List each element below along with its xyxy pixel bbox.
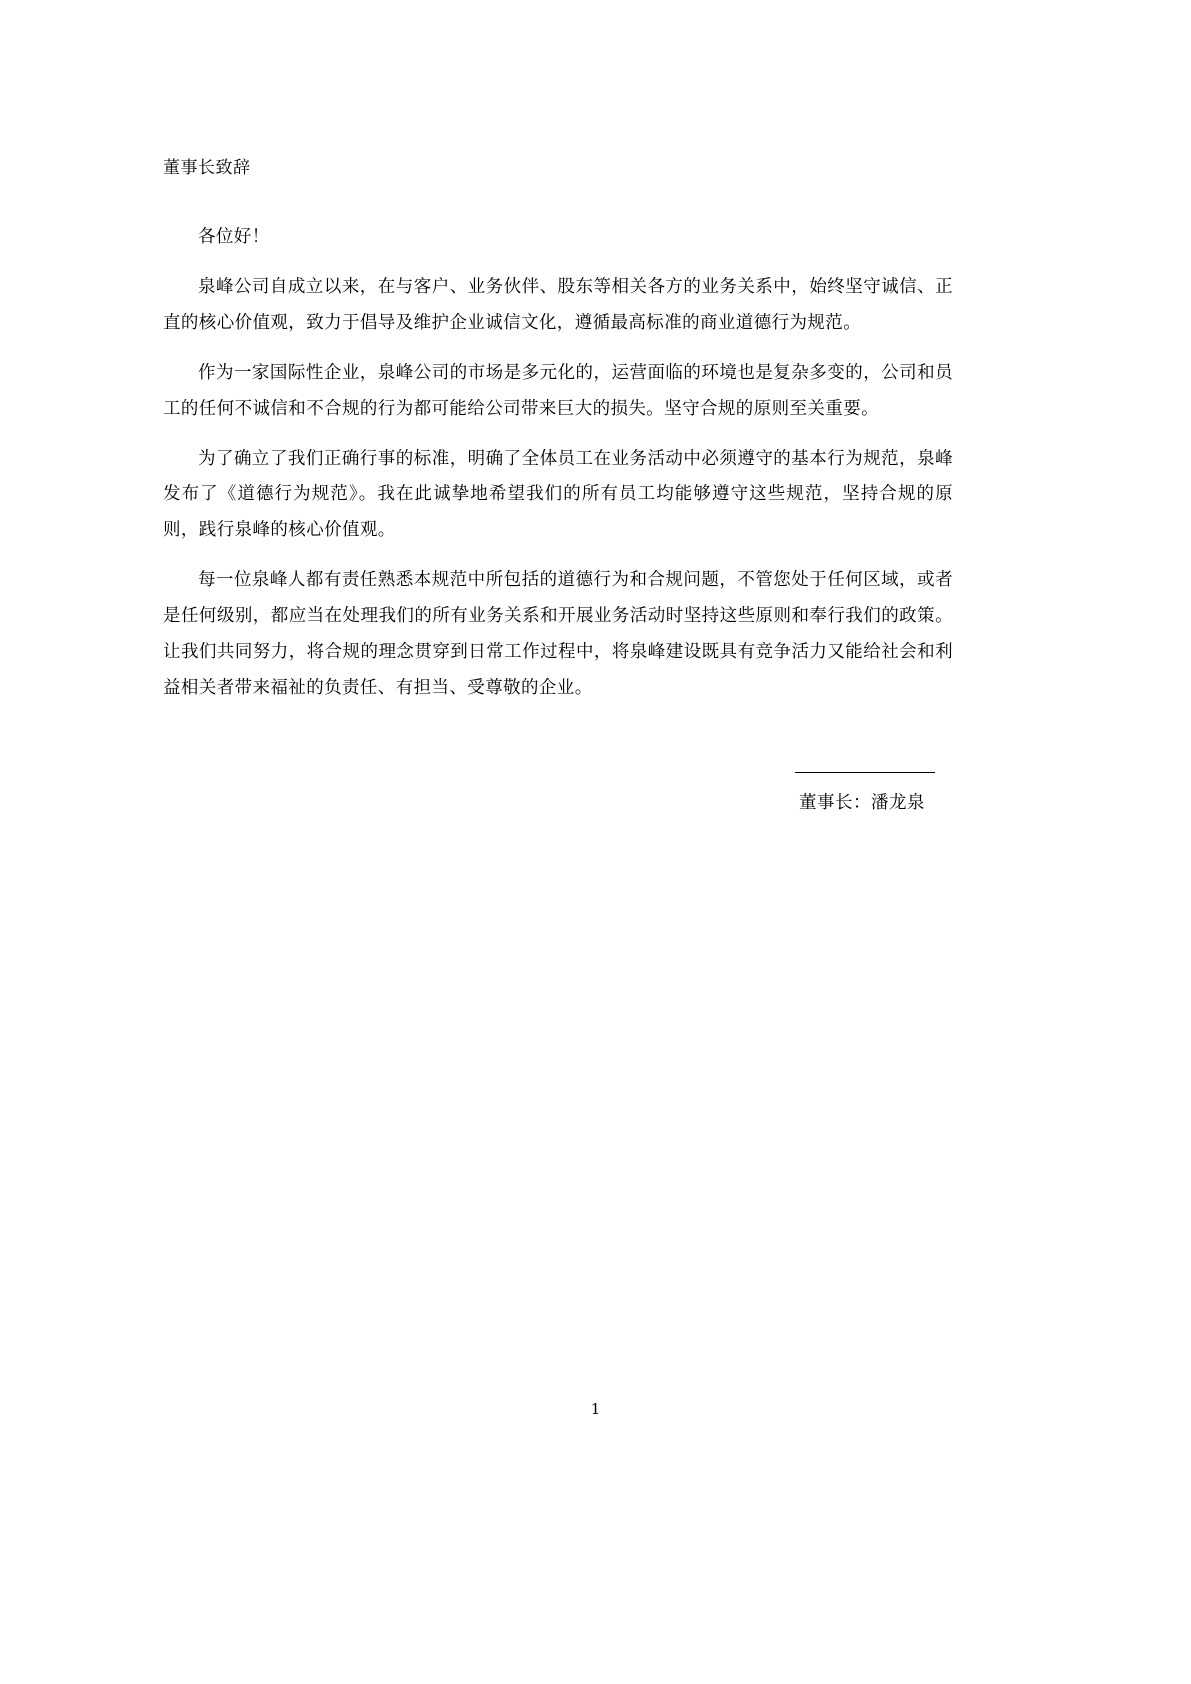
- page-title: 董事长致辞: [163, 158, 251, 178]
- paragraph-greeting: 各位好！: [198, 227, 270, 248]
- signature-line: [795, 772, 935, 773]
- paragraph-2: 作为一家国际性企业，泉峰公司的市场是多元化的，运营面临的环境也是复杂多变的，公司和员工的任何不诚信和不合规的行为都可能给公司带来巨大的损失。坚守合规的原则至关重要。: [163, 362, 953, 419]
- page-number: 1: [590, 1400, 601, 1418]
- paragraph-1: 泉峰公司自成立以来，在与客户、业务伙伴、股东等相关各方的业务关系中，始终坚守诚信、正直的核心价值观，致力于倡导及维护企业诚信文化，遵循最高标准的商业道德行为规范。: [163, 277, 953, 333]
- paragraph-3: 为了确立了我们正确行事的标准，明确了全体员工在业务活动中必须遵守的基本行为规范，泉峰发布了《道德行为规范》。我在此诚挚地希望我们的所有员工均能够遵守这些规范，坚持合规的原则，践行泉峰的核心价值观。: [163, 448, 953, 541]
- document-body: [163, 155, 953, 721]
- paragraph-4: 每一位泉峰人都有责任熟悉本规范中所包括的道德行为和合规问题，不管您处于任何区域，或者是任何级别，都应当在处理我们的所有业务关系和开展业务活动时坚持这些原则和奉行我们的政策。让我们共同努力，将合规的理念贯穿到日常工作过程中，将泉峰建设既具有竞争活力又能给社会和利益相关者带来福祉的负责任、有担当、受尊敬的企业。: [163, 570, 953, 698]
- signature-block: [163, 770, 953, 814]
- signature-name: 董事长：潘龙泉: [799, 793, 925, 813]
